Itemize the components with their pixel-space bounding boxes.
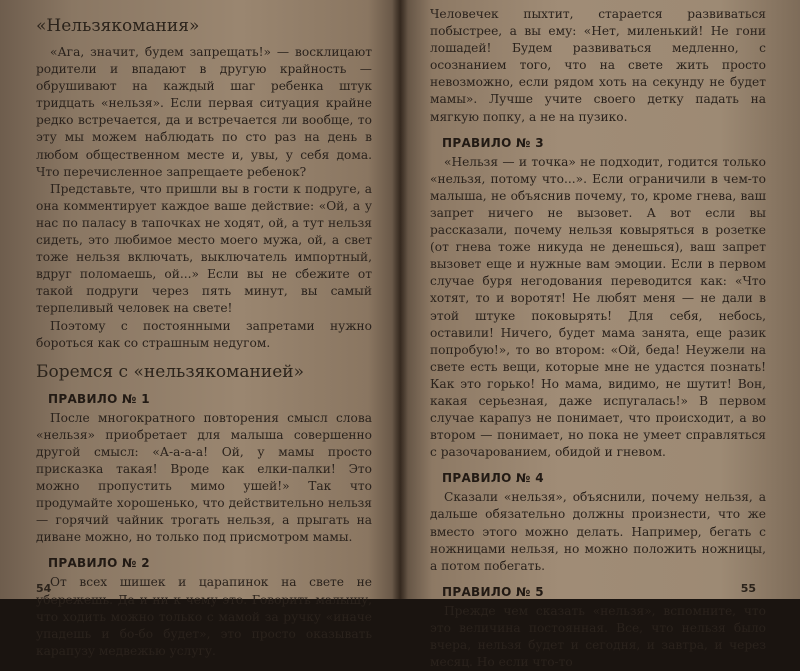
- section-title: Боремся с «нельзякоманией»: [36, 361, 304, 382]
- right-page: [400, 0, 800, 670]
- page-number-right: 55: [740, 582, 756, 595]
- rule-4-text: Сказали «нельзя», объяснили, почему нельзя, а дальше обязательно должны произнести, что же вместо этого можно делать. Например, бегать с ножницами нельзя, но можно положить ножницы, а потом побегать.: [430, 490, 766, 573]
- rule-3-heading: ПРАВИЛО № 3: [442, 135, 544, 150]
- rule-5-text: Прежде чем сказать «нельзя», вспомните, что это величина постоянная. Все, что нельзя было вчера, нельзя будет и сегодня, и завтра, и через месяц. Но если что-то: [430, 603, 766, 670]
- rule-2-text: От всех шишек и царапинок на свете не убережешь. Да и ни к чему это. Говорить малышу, что ходить можно только с мамой за ручку «иначе упадешь и бо-бо будет», это просто оказывать карапузу медвежью услугу.: [36, 575, 372, 658]
- left-paragraph-3: Поэтому с постоянными запретами нужно бороться как со страшным недугом.: [36, 318, 372, 350]
- rule-3-text: «Нельзя — и точка» не подходит, годится только «нельзя, потому что...». Если ограничили в чем-то малыша, не объяснив почему, то, кроме гнева, ваш запрет ничего не вызовет. А вот если вы рассказали, почему нельзя ковыряться в розетке (от гнева тоже никуда не денешься), ваш запрет вызовет еще и нужные вам эмоции. Если в первом случае буря негодования переводится как: «Что хотят, то и воротят! Не любят меня — не дали в этой штуке поковырять! Для себя, небось, оставили! Ничего, будет мама занята, еще разик попробую!», то во втором: «Ой, беда! Неужели на свете есть вещи, которые мне не удастся познать! Как это горько! Но мама, видимо, не шутит! Вон, какая серьезная, даже испугалась!» В первом случае карапуз не понимает, что происходит, а во втором — понимает, но пока не умеет справляться с разочарованием, обидой и гневом.: [430, 154, 766, 460]
- rule-1-text: После многократного повторения смысл слова «нельзя» приобретает для малыша совершенно другой смысл: «А-а-а-а! Ой, у мамы просто присказка такая! Вроде как елки-палки! Это можно пропустить мимо ушей!» Так что продумайте хорошенько, что действительно нельзя — горячий чайник трогать нельзя, а прыгать на диване можно, но только под присмотром мамы.: [36, 410, 372, 545]
- rule-4-heading: ПРАВИЛО № 4: [442, 471, 544, 486]
- left-paragraph-2: Представьте, что пришли вы в гости к подруге, а она комментирует каждое ваше действие: «Ой, а у нас по паласу в тапочках не ходят, ой, а тут нельзя сидеть, это любимое место моего мужа, ой, а свет тоже нельзя включать, выключатель импортный, вдруг поломаешь, ой...» Если вы не сбежите от такой подруги через пять минут, вы самый терпеливый человек на свете!: [36, 181, 372, 316]
- right-intro-text: Человечек пыхтит, старается развиваться побыстрее, а вы ему: «Нет, миленький! Не гони лошадей! Будем развиваться медленно, с осознанием того, что на свете жить просто невозможно, если рядом хоть на секунду не будет мамы». Лучше учите своего детку падать на мягкую попку, а не на пузико.: [430, 7, 766, 124]
- page-number-left: 54: [36, 582, 52, 595]
- rule-1-heading: ПРАВИЛО № 1: [48, 391, 150, 406]
- chapter-title: «Нельзякомания»: [36, 16, 200, 36]
- left-page: [0, 0, 400, 658]
- left-paragraph-1: «Ага, значит, будем запрещать!» — восклицают родители и впадают в другую крайность — обрушивают на каждый шаг ребенка штук тридцать «нельзя». Если первая ситуация крайне редко встречается, да и встречается ли вообще, то эту мы можем наблюдать по сто раз на день в любом общественном месте и, увы, у себя дома. Что перечисленное запрещаете ребенок?: [36, 45, 372, 179]
- book-gutter: [392, 0, 408, 599]
- rule-5-heading: ПРАВИЛО № 5: [442, 584, 544, 599]
- rule-2-heading: ПРАВИЛО № 2: [48, 556, 150, 571]
